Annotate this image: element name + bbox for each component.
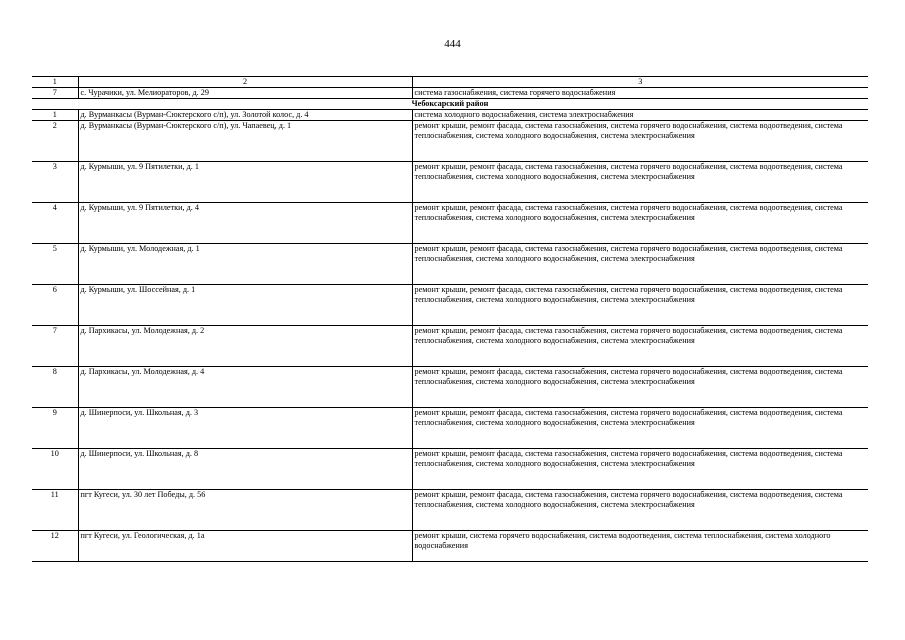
row-number: 3 (32, 162, 78, 203)
row-works: ремонт крыши, система горячего водоснабжения, система водоотведения, система теплоснабжения, система холодного водоснабжения (412, 531, 868, 562)
row-address: пгт Кугеси, ул. 30 лет Победы, д. 56 (78, 490, 412, 531)
row-works: ремонт крыши, ремонт фасада, система газоснабжения, система горячего водоснабжения, система водоотведения, система теплоснабжения, система холодного водоснабжения, система электроснабжения (412, 203, 868, 244)
works-table (32, 76, 868, 562)
table-row (32, 121, 868, 162)
row-number: 7 (32, 326, 78, 367)
row-address: д. Вурманкасы (Вурман-Сюктерского с/п), ул. Чапаевец, д. 1 (78, 121, 412, 162)
table-row (32, 531, 868, 562)
table-row (32, 449, 868, 490)
row-works: ремонт крыши, ремонт фасада, система газоснабжения, система горячего водоснабжения, система водоотведения, система теплоснабжения, система холодного водоснабжения, система электроснабжения (412, 367, 868, 408)
works-table-body (32, 77, 868, 562)
row-works: ремонт крыши, ремонт фасада, система газоснабжения, система горячего водоснабжения, система водоотведения, система теплоснабжения, система холодного водоснабжения, система электроснабжения (412, 408, 868, 449)
row-address: д. Курмыши, ул. Шоссейная, д. 1 (78, 285, 412, 326)
row-address: д. Курмыши, ул. 9 Пятилетки, д. 4 (78, 203, 412, 244)
table-row (32, 367, 868, 408)
row-works: ремонт крыши, ремонт фасада, система газоснабжения, система горячего водоснабжения, система водоотведения, система теплоснабжения, система холодного водоснабжения, система электроснабжения (412, 285, 868, 326)
row-number: 4 (32, 203, 78, 244)
row-number: 1 (32, 110, 78, 121)
row-number: 8 (32, 367, 78, 408)
row-number: 10 (32, 449, 78, 490)
table-row (32, 490, 868, 531)
header-col-1: 1 (32, 77, 78, 88)
row-address: д. Курмыши, ул. 9 Пятилетки, д. 1 (78, 162, 412, 203)
row-number: 6 (32, 285, 78, 326)
row-works: система холодного водоснабжения, система электроснабжения (412, 110, 868, 121)
section-row (32, 99, 868, 110)
row-number: 9 (32, 408, 78, 449)
row-address: д. Пархикасы, ул. Молодежная, д. 2 (78, 326, 412, 367)
row-works: ремонт крыши, ремонт фасада, система газоснабжения, система горячего водоснабжения, система водоотведения, система теплоснабжения, система холодного водоснабжения, система электроснабжения (412, 490, 868, 531)
row-works: ремонт крыши, ремонт фасада, система газоснабжения, система горячего водоснабжения, система водоотведения, система теплоснабжения, система холодного водоснабжения, система электроснабжения (412, 449, 868, 490)
row-address: с. Чурачики, ул. Мелиораторов, д. 29 (78, 88, 412, 99)
table-row (32, 326, 868, 367)
section-title: Чебоксарский район (32, 99, 868, 110)
row-address: д. Шинерпоси, ул. Школьная, д. 3 (78, 408, 412, 449)
row-works: ремонт крыши, ремонт фасада, система газоснабжения, система горячего водоснабжения, система водоотведения, система теплоснабжения, система холодного водоснабжения, система электроснабжения (412, 326, 868, 367)
row-works: ремонт крыши, ремонт фасада, система газоснабжения, система горячего водоснабжения, система водоотведения, система теплоснабжения, система холодного водоснабжения, система электроснабжения (412, 121, 868, 162)
row-address: д. Вурманкасы (Вурман-Сюктерского с/п), ул. Золотой колос, д. 4 (78, 110, 412, 121)
row-works: ремонт крыши, ремонт фасада, система газоснабжения, система горячего водоснабжения, система водоотведения, система теплоснабжения, система холодного водоснабжения, система электроснабжения (412, 162, 868, 203)
row-number: 5 (32, 244, 78, 285)
table-row (32, 244, 868, 285)
row-address: д. Шинерпоси, ул. Школьная, д. 8 (78, 449, 412, 490)
row-address: д. Пархикасы, ул. Молодежная, д. 4 (78, 367, 412, 408)
page-number: 444 (444, 38, 461, 50)
row-number: 11 (32, 490, 78, 531)
table-row (32, 110, 868, 121)
row-works: ремонт крыши, ремонт фасада, система газоснабжения, система горячего водоснабжения, система водоотведения, система теплоснабжения, система холодного водоснабжения, система электроснабжения (412, 244, 868, 285)
table-row (32, 162, 868, 203)
table-header-row (32, 77, 868, 88)
row-number: 2 (32, 121, 78, 162)
table-row (32, 203, 868, 244)
row-number: 7 (32, 88, 78, 99)
table-row (32, 285, 868, 326)
header-col-2: 2 (78, 77, 412, 88)
header-col-3: 3 (412, 77, 868, 88)
row-address: пгт Кугеси, ул. Геологическая, д. 1а (78, 531, 412, 562)
row-address: д. Курмыши, ул. Молодежная, д. 1 (78, 244, 412, 285)
table-row (32, 88, 868, 99)
row-works: система газоснабжения, система горячего водоснабжения (412, 88, 868, 99)
table-row (32, 408, 868, 449)
row-number: 12 (32, 531, 78, 562)
